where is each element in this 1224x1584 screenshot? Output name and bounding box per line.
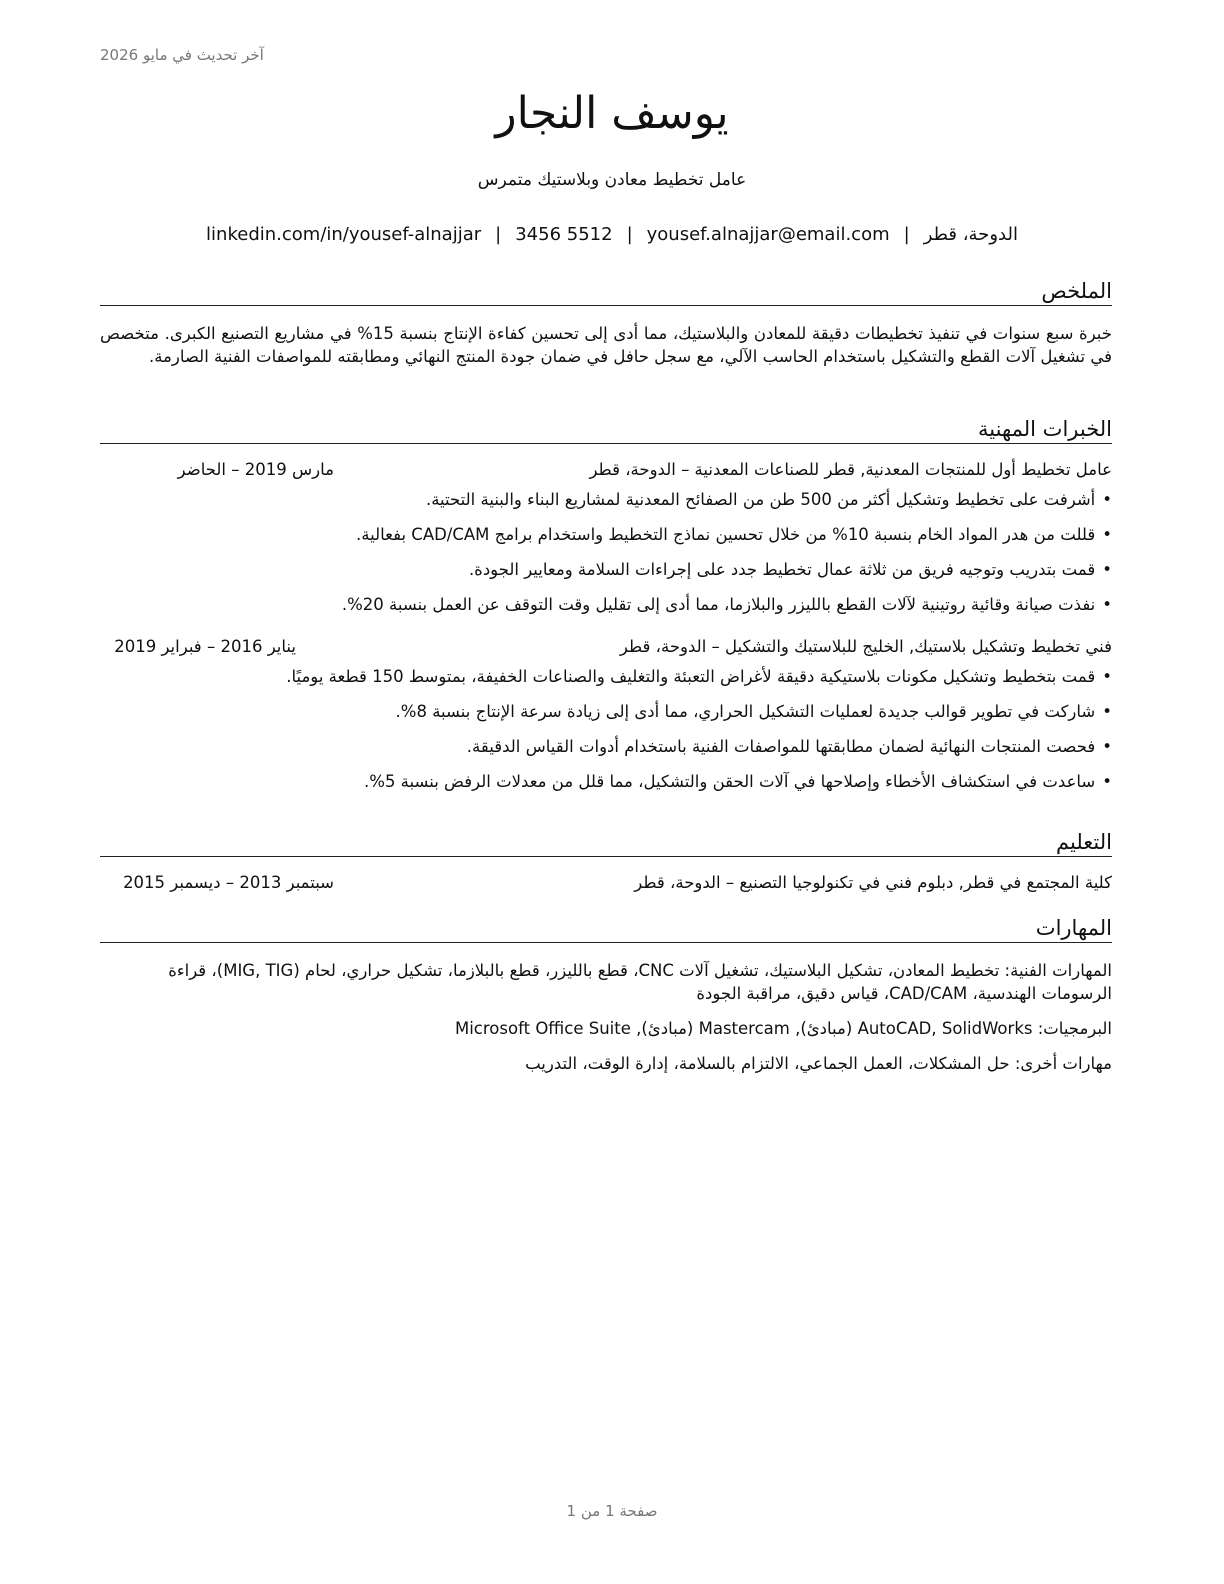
contact-line [0, 224, 1224, 245]
education-entry [100, 873, 1112, 897]
job-dates: مارس 2019 – الحاضر [177, 460, 334, 479]
contact-separator: | [903, 224, 910, 245]
page-number: صفحة 1 من 1 [566, 1502, 658, 1520]
skills-software: البرمجيات: AutoCAD, SolidWorks (مبادئ), Mastercam (مبادئ), Microsoft Office Suite [454, 1019, 1112, 1038]
candidate-title: عامل تخطيط معادن وبلاستيك متمرس [477, 170, 747, 190]
contact-separator: | [495, 224, 502, 245]
summary-text: خبرة سبع سنوات في تنفيذ تخطيطات دقيقة للمعادن والبلاستيك، مما أدى إلى تحسين كفاءة الإنتاج بنسبة 15% في مشاريع التصنيع الكبرى. متخصص في تشغيل آلات القطع والتشكيل باستخدام الحاسب الآلي، مع سجل حافل في ضمان جودة المنتج النهائي ومطابقته للمواصفات الفنية الصارمة. [100, 324, 1112, 366]
job-bullet: • قمت بتخطيط وتشكيل مكونات بلاستيكية دقيقة لأغراض التعبئة والتغليف والصناعات الخفيفة، بمتوسط 150 قطعة يوميًا. [100, 665, 1112, 689]
job-bullet: • قمت بتدريب وتوجيه فريق من ثلاثة عمال تخطيط جدد على إجراءات السلامة ومعايير الجودة. [100, 558, 1112, 582]
last-updated-note: آخر تحديث في مايو 2026 [100, 46, 264, 64]
skills-other: مهارات أخرى: حل المشكلات، العمل الجماعي، الالتزام بالسلامة، إدارة الوقت، التدريب [525, 1054, 1112, 1073]
job-bullets [100, 488, 1112, 617]
skills-heading: المهارات [100, 915, 1112, 943]
education-heading: التعليم [100, 829, 1112, 857]
job-bullet: • فحصت المنتجات النهائية لضمان مطابقتها للمواصفات الفنية باستخدام أدوات القياس الدقيقة. [100, 735, 1112, 759]
experience-section [100, 416, 1112, 805]
contact-separator: | [626, 224, 633, 245]
contact-email[interactable]: yousef.alnajjar@email.com [646, 224, 890, 245]
contact-phone: 3456 5512 [515, 224, 613, 245]
job-header [100, 460, 1112, 484]
summary-section [100, 278, 1112, 368]
job-header [100, 637, 1112, 661]
experience-heading: الخبرات المهنية [100, 416, 1112, 444]
job-bullet: • شاركت في تطوير قوالب جديدة لعمليات التشكيل الحراري، مما أدى إلى زيادة سرعة الإنتاج بنسبة 8%. [100, 700, 1112, 724]
education-dates: سبتمبر 2013 – ديسمبر 2015 [123, 873, 334, 892]
job-entry [100, 637, 1112, 794]
job-role-company: فني تخطيط وتشكيل بلاستيك, الخليج للبلاستيك والتشكيل – الدوحة، قطر [619, 637, 1112, 656]
contact-location: الدوحة، قطر [923, 224, 1018, 245]
contact-linkedin[interactable]: linkedin.com/in/yousef-alnajjar [206, 224, 482, 245]
skills-technical: المهارات الفنية: تخطيط المعادن، تشكيل البلاستيك، تشغيل آلات CNC، قطع بالليزر، قطع بالبلازما، تشكيل حراري، لحام (MIG, TIG)، قراءة الرسومات الهندسية، CAD/CAM، قياس دقيق، مراقبة الجودة [168, 961, 1112, 1003]
job-bullet: • نفذت صيانة وقائية روتينية لآلات القطع بالليزر والبلازما، مما أدى إلى تقليل وقت التوقف عن العمل بنسبة 20%. [100, 593, 1112, 617]
job-entry [100, 460, 1112, 617]
education-section [100, 829, 1112, 897]
job-bullet: • أشرفت على تخطيط وتشكيل أكثر من 500 طن من الصفائح المعدنية لمشاريع البناء والبنية التحتية. [100, 488, 1112, 512]
job-bullet: • قللت من هدر المواد الخام بنسبة 10% من خلال تحسين نماذج التخطيط واستخدام برامج CAD/CAM بفعالية. [100, 523, 1112, 547]
job-bullets [100, 665, 1112, 794]
job-dates: يناير 2016 – فبراير 2019 [114, 637, 296, 656]
job-bullet: • ساعدت في استكشاف الأخطاء وإصلاحها في آلات الحقن والتشكيل، مما قلل من معدلات الرفض بنسبة 5%. [100, 770, 1112, 794]
skills-section [100, 915, 1112, 1087]
job-role-company: عامل تخطيط أول للمنتجات المعدنية, قطر للصناعات المعدنية – الدوحة، قطر [589, 460, 1112, 479]
education-institution: كلية المجتمع في قطر, دبلوم فني في تكنولوجيا التصنيع – الدوحة، قطر [634, 873, 1112, 892]
summary-heading: الملخص [100, 278, 1112, 306]
candidate-name: يوسف النجار [495, 88, 729, 139]
